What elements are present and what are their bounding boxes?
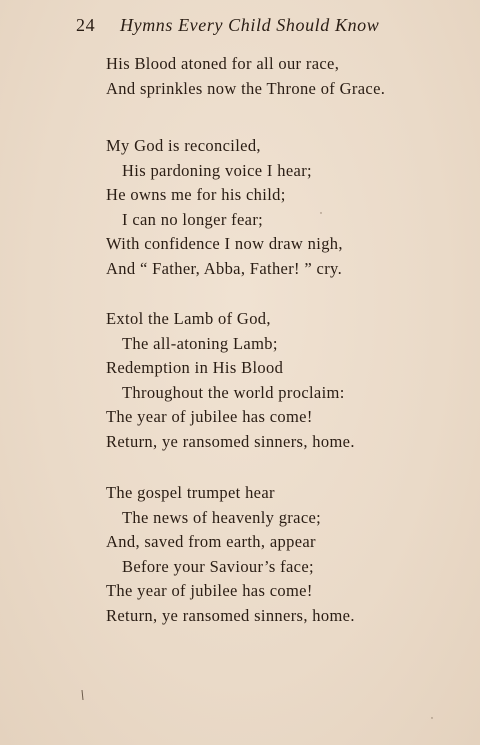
- verse-line: The gospel trumpet hear: [106, 483, 275, 502]
- verse-line: And “ Father, Abba, Father! ” cry.: [106, 258, 343, 278]
- verse-line: With confidence I now draw nigh,: [106, 234, 343, 253]
- verse-line: Return, ye ransomed sinners, home.: [106, 431, 355, 451]
- verse-line: His Blood atoned for all our race,: [106, 54, 340, 73]
- verse-line: Throughout the world proclaim:: [122, 382, 345, 402]
- verse-line: The news of heavenly grace;: [122, 507, 322, 527]
- page-number: 24: [76, 15, 96, 35]
- paper-speck: [320, 212, 321, 213]
- verse-line: Before your Saviour’s face;: [122, 556, 314, 576]
- verse-line: And, saved from earth, appear: [106, 532, 316, 551]
- verse-line: The all-atoning Lamb;: [122, 333, 278, 353]
- running-title: Hymns Every Child Should Know: [120, 15, 380, 35]
- paper-speck: [431, 717, 432, 718]
- verse-line: He owns me for his child;: [106, 185, 286, 204]
- paper-speck: [82, 690, 83, 700]
- verse-line: His pardoning voice I hear;: [122, 160, 312, 180]
- verse-line: Redemption in His Blood: [106, 358, 284, 377]
- verse-line: Extol the Lamb of God,: [106, 309, 271, 328]
- verse-line: I can no longer fear;: [122, 209, 264, 229]
- verse-line: Return, ye ransomed sinners, home.: [106, 605, 355, 625]
- verse-line: And sprinkles now the Throne of Grace.: [106, 78, 386, 98]
- verse-line: The year of jubilee has come!: [106, 581, 313, 600]
- verse-line: The year of jubilee has come!: [106, 407, 313, 426]
- verse-line: My God is reconciled,: [106, 136, 261, 155]
